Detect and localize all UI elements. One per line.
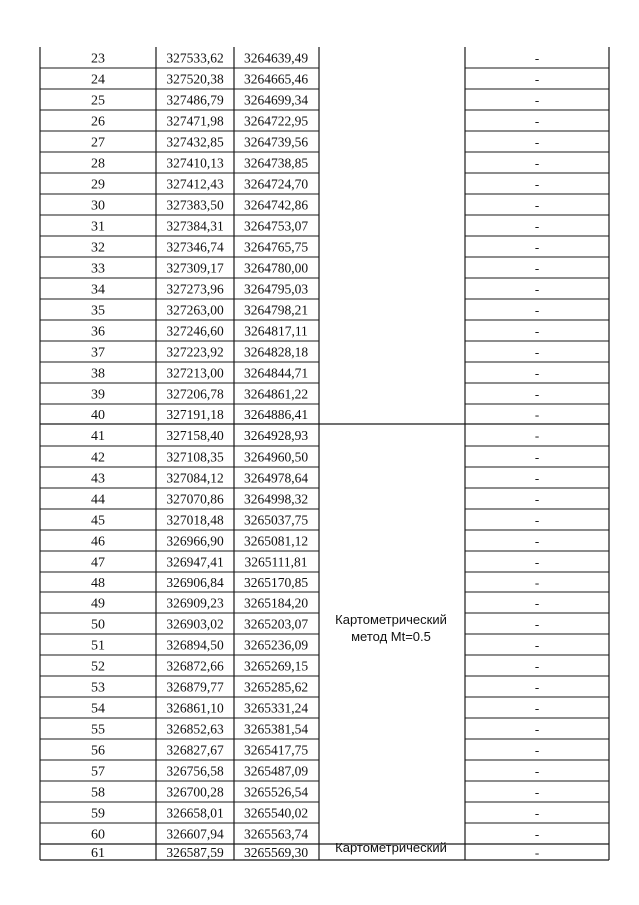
y-coordinate: 3264639,49 [243, 50, 309, 66]
x-coordinate: 327412,43 [166, 176, 224, 192]
point-number: 58 [91, 785, 105, 801]
empty-value-dash: - [534, 554, 540, 570]
empty-value-dash: - [534, 491, 540, 507]
point-number: 37 [91, 345, 105, 361]
point-number: 47 [91, 555, 105, 571]
empty-value-dash: - [534, 71, 540, 87]
x-coordinate: 326947,41 [166, 554, 224, 570]
y-coordinate: 3264886,41 [243, 407, 309, 422]
method-last-cell: Картометрический [335, 840, 447, 855]
point-number: 24 [91, 72, 105, 88]
empty-value-dash: - [534, 344, 540, 360]
x-coordinate: 327158,40 [166, 428, 224, 443]
y-coordinate: 3264795,03 [243, 281, 309, 297]
y-coordinate: 3264844,71 [243, 365, 309, 381]
table-grid [40, 47, 609, 860]
point-number: 59 [91, 806, 105, 822]
empty-value-dash: - [534, 679, 540, 695]
x-coordinate: 327346,74 [166, 239, 224, 255]
empty-value-dash: - [534, 658, 540, 674]
x-coordinate: 326700,28 [166, 784, 224, 800]
x-coordinate: 327432,85 [166, 134, 224, 150]
empty-value-dash: - [534, 365, 540, 381]
x-coordinate: 327191,18 [166, 407, 224, 422]
empty-value-dash: - [534, 533, 540, 549]
empty-value-dash: - [534, 575, 540, 590]
empty-value-dash: - [534, 428, 540, 443]
x-coordinate: 326861,10 [166, 700, 224, 716]
empty-value-dash: - [534, 302, 540, 318]
point-number: 52 [91, 659, 105, 675]
y-coordinate: 3265331,24 [243, 700, 309, 716]
empty-value-dash: - [534, 512, 540, 528]
y-coordinate: 3264724,70 [243, 176, 309, 192]
point-number: 48 [91, 576, 105, 591]
x-coordinate: 327018,48 [166, 512, 224, 528]
point-number: 34 [91, 282, 105, 298]
x-coordinate: 327520,38 [166, 71, 224, 87]
point-number: 38 [91, 366, 105, 382]
point-number: 46 [91, 534, 105, 550]
x-coordinate: 327384,31 [166, 218, 224, 234]
x-coordinate: 327108,35 [166, 449, 224, 465]
y-coordinate: 3264665,46 [243, 71, 309, 87]
x-coordinate: 326587,59 [166, 845, 224, 860]
x-coordinate: 327486,79 [166, 92, 224, 108]
empty-value-dash: - [534, 155, 540, 171]
empty-value-dash: - [534, 323, 540, 339]
empty-value-dash: - [534, 826, 540, 842]
x-coordinate: 327410,13 [166, 155, 224, 171]
point-number: 55 [91, 722, 105, 738]
x-coordinate: 326909,23 [166, 595, 224, 611]
y-coordinate: 3265236,09 [243, 637, 309, 653]
x-coordinate: 327246,60 [166, 323, 224, 339]
y-coordinate: 3265037,75 [243, 512, 309, 528]
empty-value-dash: - [534, 281, 540, 297]
empty-value-dash: - [534, 239, 540, 255]
point-number: 26 [91, 114, 105, 130]
point-number: 33 [91, 261, 105, 277]
y-coordinate: 3264765,75 [243, 239, 309, 255]
empty-value-dash: - [534, 407, 540, 422]
empty-value-dash: - [534, 721, 540, 737]
x-coordinate: 326903,02 [166, 616, 224, 632]
empty-value-dash: - [534, 134, 540, 150]
empty-value-dash: - [534, 50, 540, 66]
y-coordinate: 3264780,00 [243, 260, 309, 276]
x-coordinate: 327084,12 [166, 470, 224, 486]
empty-value-dash: - [534, 92, 540, 108]
y-coordinate: 3265081,12 [243, 533, 309, 549]
point-number: 32 [91, 240, 105, 256]
y-coordinate: 3264960,50 [243, 449, 309, 465]
point-number: 29 [91, 177, 105, 193]
point-number: 27 [91, 135, 105, 151]
y-coordinate: 3264928,93 [243, 428, 309, 443]
y-coordinate: 3265285,62 [243, 679, 309, 695]
method-block-line1: Картометрический [335, 612, 447, 627]
empty-value-dash: - [534, 784, 540, 800]
point-number: 54 [91, 701, 105, 717]
point-number: 39 [91, 387, 105, 403]
y-coordinate: 3264739,56 [243, 134, 309, 150]
point-number: 35 [91, 303, 105, 319]
y-coordinate: 3264798,21 [243, 302, 309, 318]
y-coordinate: 3264978,64 [243, 470, 309, 486]
empty-value-dash: - [534, 449, 540, 465]
x-coordinate: 326658,01 [166, 805, 224, 821]
point-number: 43 [91, 471, 105, 487]
y-coordinate: 3264828,18 [243, 344, 309, 360]
y-coordinate: 3264861,22 [243, 386, 309, 402]
empty-value-dash: - [534, 386, 540, 402]
point-number: 50 [91, 617, 105, 633]
point-number: 61 [91, 846, 105, 861]
point-number: 56 [91, 743, 105, 759]
point-number: 57 [91, 764, 105, 780]
x-coordinate: 326906,84 [166, 575, 224, 590]
empty-value-dash: - [534, 113, 540, 129]
x-coordinate: 327223,92 [166, 344, 224, 360]
y-coordinate: 3264738,85 [243, 155, 309, 171]
point-number: 51 [91, 638, 105, 654]
point-number: 49 [91, 596, 105, 612]
y-coordinate: 3264722,95 [243, 113, 309, 129]
empty-value-dash: - [534, 763, 540, 779]
point-number: 28 [91, 156, 105, 172]
x-coordinate: 326872,66 [166, 658, 224, 674]
y-coordinate: 3265540,02 [243, 805, 309, 821]
empty-value-dash: - [534, 197, 540, 213]
empty-value-dash: - [534, 700, 540, 716]
empty-value-dash: - [534, 637, 540, 653]
point-number: 44 [91, 492, 105, 508]
method-block-line2: метод Mt=0.5 [351, 629, 431, 644]
x-coordinate: 326879,77 [166, 679, 224, 695]
point-number: 41 [91, 429, 105, 444]
y-coordinate: 3265111,81 [244, 554, 308, 570]
y-coordinate: 3265381,54 [243, 721, 309, 737]
empty-value-dash: - [534, 470, 540, 486]
point-number: 23 [91, 51, 105, 67]
point-number: 45 [91, 513, 105, 529]
y-coordinate: 3265526,54 [243, 784, 309, 800]
y-coordinate: 3265269,15 [243, 658, 309, 674]
y-coordinate: 3265563,74 [243, 826, 309, 842]
x-coordinate: 326756,58 [166, 763, 224, 779]
y-coordinate: 3264699,34 [243, 92, 309, 108]
x-coordinate: 327263,00 [166, 302, 224, 318]
y-coordinate: 3265487,09 [243, 763, 309, 779]
point-number: 60 [91, 827, 105, 843]
x-coordinate: 326852,63 [166, 721, 224, 737]
y-coordinate: 3264742,86 [243, 197, 309, 213]
empty-value-dash: - [534, 805, 540, 821]
y-coordinate: 3265569,30 [243, 845, 309, 860]
y-coordinate: 3265417,75 [243, 742, 309, 758]
point-number: 30 [91, 198, 105, 214]
point-number: 25 [91, 93, 105, 109]
x-coordinate: 326966,90 [166, 533, 224, 549]
empty-value-dash: - [534, 595, 540, 611]
y-coordinate: 3265184,20 [243, 595, 309, 611]
empty-value-dash: - [534, 616, 540, 632]
empty-value-dash: - [534, 218, 540, 234]
empty-value-dash: - [534, 260, 540, 276]
x-coordinate: 327533,62 [166, 50, 224, 66]
x-coordinate: 327213,00 [166, 365, 224, 381]
point-number: 36 [91, 324, 105, 340]
y-coordinate: 3264753,07 [243, 218, 309, 234]
x-coordinate: 327206,78 [166, 386, 224, 402]
x-coordinate: 326894,50 [166, 637, 224, 653]
point-number: 42 [91, 450, 105, 466]
x-coordinate: 326607,94 [166, 826, 224, 842]
y-coordinate: 3265203,07 [243, 616, 309, 632]
x-coordinate: 326827,67 [166, 742, 224, 758]
x-coordinate: 327070,86 [166, 491, 224, 507]
x-coordinate: 327471,98 [166, 113, 224, 129]
x-coordinate: 327273,96 [166, 281, 224, 297]
x-coordinate: 327309,17 [166, 260, 224, 276]
empty-value-dash: - [534, 176, 540, 192]
point-number: 31 [91, 219, 105, 235]
empty-value-dash: - [534, 845, 540, 860]
point-number: 53 [91, 680, 105, 696]
y-coordinate: 3264998,32 [243, 491, 309, 507]
y-coordinate: 3265170,85 [243, 575, 309, 590]
y-coordinate: 3264817,11 [244, 323, 308, 339]
x-coordinate: 327383,50 [166, 197, 224, 213]
point-number: 40 [91, 408, 105, 423]
empty-value-dash: - [534, 742, 540, 758]
